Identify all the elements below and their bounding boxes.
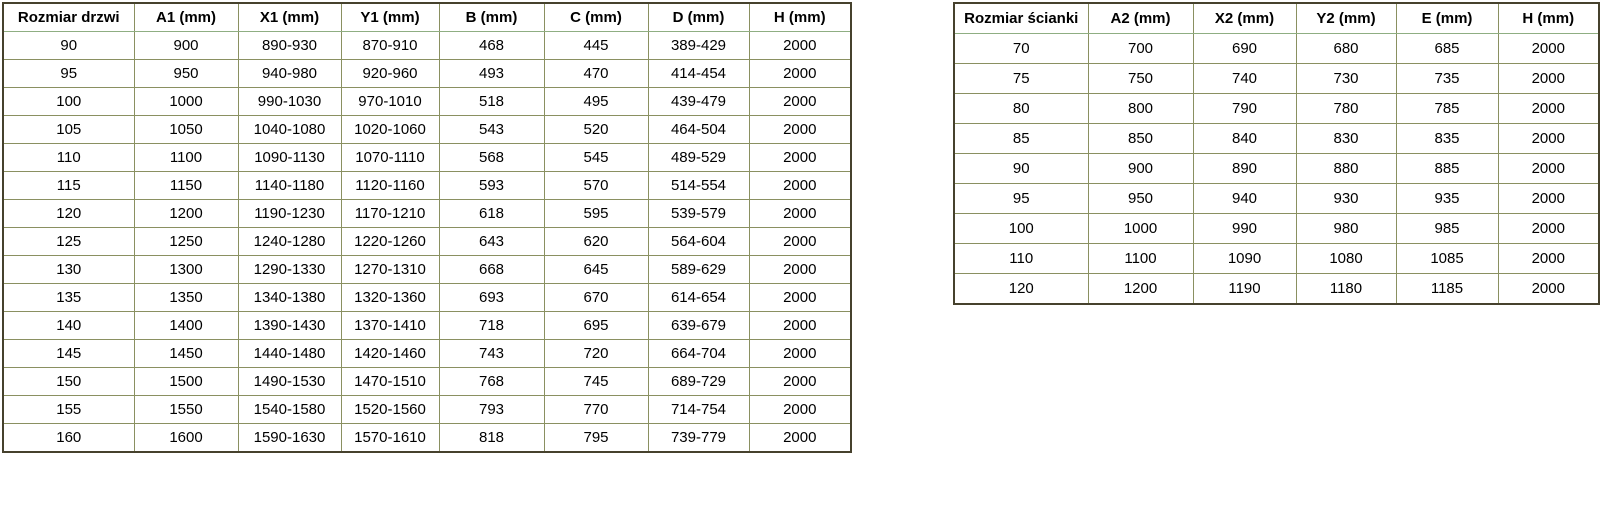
table-cell: 125	[3, 228, 134, 256]
table-cell: 730	[1296, 64, 1396, 94]
table-row	[954, 184, 1599, 214]
table-cell: 543	[439, 116, 544, 144]
table-cell: 1340-1380	[238, 284, 341, 312]
table-cell: 1185	[1396, 274, 1498, 305]
table-cell: 468	[439, 32, 544, 60]
table-cell: 890	[1193, 154, 1296, 184]
table-cell: 1020-1060	[341, 116, 439, 144]
table-cell: 735	[1396, 64, 1498, 94]
table-cell: 990	[1193, 214, 1296, 244]
table-cell: 595	[544, 200, 648, 228]
table-cell: 1400	[134, 312, 238, 340]
table-cell: 620	[544, 228, 648, 256]
table-cell: 940-980	[238, 60, 341, 88]
table-cell: 568	[439, 144, 544, 172]
table-cell: 493	[439, 60, 544, 88]
table-cell: 445	[544, 32, 648, 60]
table-cell: 668	[439, 256, 544, 284]
table-cell: 890-930	[238, 32, 341, 60]
table-cell: 2000	[749, 32, 851, 60]
table-cell: 835	[1396, 124, 1498, 154]
table-cell: 545	[544, 144, 648, 172]
table-cell: 970-1010	[341, 88, 439, 116]
table-cell: 985	[1396, 214, 1498, 244]
table-cell: 950	[1088, 184, 1193, 214]
table-cell: 2000	[749, 256, 851, 284]
table-cell: 1050	[134, 116, 238, 144]
column-header: E (mm)	[1396, 3, 1498, 34]
table-cell: 718	[439, 312, 544, 340]
table-cell: 2000	[749, 144, 851, 172]
table-cell: 950	[134, 60, 238, 88]
table-cell: 539-579	[648, 200, 749, 228]
table-cell: 120	[3, 200, 134, 228]
table-cell: 439-479	[648, 88, 749, 116]
column-header: C (mm)	[544, 3, 648, 32]
column-header: Rozmiar ścianki	[954, 3, 1088, 34]
table-cell: 2000	[749, 284, 851, 312]
table-cell: 885	[1396, 154, 1498, 184]
table-cell: 850	[1088, 124, 1193, 154]
table-cell: 1190-1230	[238, 200, 341, 228]
table-cell: 1240-1280	[238, 228, 341, 256]
table-cell: 1100	[134, 144, 238, 172]
table-cell: 95	[3, 60, 134, 88]
table-cell: 464-504	[648, 116, 749, 144]
header-row	[954, 3, 1599, 34]
table-cell: 80	[954, 94, 1088, 124]
table-cell: 2000	[749, 88, 851, 116]
table-row	[954, 34, 1599, 64]
table-cell: 639-679	[648, 312, 749, 340]
table-cell: 1200	[134, 200, 238, 228]
table-cell: 593	[439, 172, 544, 200]
table-cell: 2000	[1498, 244, 1599, 274]
table-cell: 818	[439, 424, 544, 453]
table-cell: 1540-1580	[238, 396, 341, 424]
table-row	[954, 64, 1599, 94]
table-cell: 570	[544, 172, 648, 200]
table-cell: 780	[1296, 94, 1396, 124]
table-cell: 489-529	[648, 144, 749, 172]
table-cell: 1090	[1193, 244, 1296, 274]
table-cell: 1220-1260	[341, 228, 439, 256]
table-cell: 940	[1193, 184, 1296, 214]
table-cell: 690	[1193, 34, 1296, 64]
table-cell: 1300	[134, 256, 238, 284]
table-cell: 1450	[134, 340, 238, 368]
table-cell: 564-604	[648, 228, 749, 256]
table-cell: 1600	[134, 424, 238, 453]
table-cell: 120	[954, 274, 1088, 305]
table-row	[3, 32, 851, 60]
table-cell: 130	[3, 256, 134, 284]
table-cell: 518	[439, 88, 544, 116]
table-cell: 110	[3, 144, 134, 172]
table-cell: 1440-1480	[238, 340, 341, 368]
table-cell: 85	[954, 124, 1088, 154]
table-cell: 2000	[1498, 154, 1599, 184]
table-cell: 95	[954, 184, 1088, 214]
table-cell: 768	[439, 368, 544, 396]
table-cell: 90	[3, 32, 134, 60]
table-cell: 1040-1080	[238, 116, 341, 144]
table-cell: 2000	[1498, 94, 1599, 124]
table-cell: 2000	[749, 340, 851, 368]
table-cell: 100	[3, 88, 134, 116]
table-cell: 680	[1296, 34, 1396, 64]
table-cell: 900	[1088, 154, 1193, 184]
table-cell: 414-454	[648, 60, 749, 88]
table-cell: 1290-1330	[238, 256, 341, 284]
table-cell: 795	[544, 424, 648, 453]
table-row	[3, 396, 851, 424]
table-row	[3, 424, 851, 453]
table-cell: 800	[1088, 94, 1193, 124]
table-cell: 743	[439, 340, 544, 368]
table-cell: 695	[544, 312, 648, 340]
table-cell: 135	[3, 284, 134, 312]
table-cell: 870-910	[341, 32, 439, 60]
table-row	[3, 116, 851, 144]
door-size-table	[2, 2, 852, 453]
table-cell: 740	[1193, 64, 1296, 94]
table-cell: 1170-1210	[341, 200, 439, 228]
table-row	[3, 284, 851, 312]
table-cell: 714-754	[648, 396, 749, 424]
table-cell: 1570-1610	[341, 424, 439, 453]
column-header: X1 (mm)	[238, 3, 341, 32]
column-header: B (mm)	[439, 3, 544, 32]
table-cell: 1350	[134, 284, 238, 312]
table-cell: 2000	[749, 424, 851, 453]
table-cell: 790	[1193, 94, 1296, 124]
table-cell: 1270-1310	[341, 256, 439, 284]
table-cell: 1420-1460	[341, 340, 439, 368]
column-header: Y2 (mm)	[1296, 3, 1396, 34]
table-cell: 1070-1110	[341, 144, 439, 172]
table-cell: 1390-1430	[238, 312, 341, 340]
table-row	[3, 340, 851, 368]
table-cell: 920-960	[341, 60, 439, 88]
table-cell: 589-629	[648, 256, 749, 284]
table-cell: 1520-1560	[341, 396, 439, 424]
table-cell: 470	[544, 60, 648, 88]
table-cell: 793	[439, 396, 544, 424]
table-row	[3, 172, 851, 200]
table-cell: 2000	[1498, 274, 1599, 305]
table-cell: 160	[3, 424, 134, 453]
table-cell: 2000	[749, 172, 851, 200]
table-cell: 1190	[1193, 274, 1296, 305]
table-row	[3, 312, 851, 340]
table-cell: 840	[1193, 124, 1296, 154]
table-cell: 105	[3, 116, 134, 144]
table-cell: 618	[439, 200, 544, 228]
table-row	[3, 144, 851, 172]
table-cell: 2000	[749, 396, 851, 424]
table-cell: 1085	[1396, 244, 1498, 274]
column-header: H (mm)	[749, 3, 851, 32]
table-row	[954, 124, 1599, 154]
table-cell: 1080	[1296, 244, 1396, 274]
table-cell: 2000	[749, 60, 851, 88]
table-cell: 100	[954, 214, 1088, 244]
table-cell: 2000	[1498, 124, 1599, 154]
table-row	[954, 214, 1599, 244]
table-cell: 140	[3, 312, 134, 340]
table-row	[3, 88, 851, 116]
table-cell: 1590-1630	[238, 424, 341, 453]
table-row	[3, 60, 851, 88]
table-cell: 1500	[134, 368, 238, 396]
table-cell: 685	[1396, 34, 1498, 64]
table-cell: 880	[1296, 154, 1396, 184]
table-cell: 2000	[749, 312, 851, 340]
table-cell: 739-779	[648, 424, 749, 453]
table-cell: 1150	[134, 172, 238, 200]
table-cell: 689-729	[648, 368, 749, 396]
table-cell: 1320-1360	[341, 284, 439, 312]
table-cell: 2000	[1498, 184, 1599, 214]
table-cell: 670	[544, 284, 648, 312]
table-cell: 2000	[1498, 34, 1599, 64]
table-cell: 930	[1296, 184, 1396, 214]
table-header	[954, 3, 1599, 34]
table-cell: 75	[954, 64, 1088, 94]
table-cell: 645	[544, 256, 648, 284]
table-row	[954, 244, 1599, 274]
table-cell: 785	[1396, 94, 1498, 124]
table-row	[954, 274, 1599, 305]
column-header: Rozmiar drzwi	[3, 3, 134, 32]
table-cell: 150	[3, 368, 134, 396]
table-row	[3, 368, 851, 396]
table-cell: 664-704	[648, 340, 749, 368]
table-cell: 720	[544, 340, 648, 368]
table-cell: 155	[3, 396, 134, 424]
table-cell: 1490-1530	[238, 368, 341, 396]
table-cell: 90	[954, 154, 1088, 184]
table-cell: 110	[954, 244, 1088, 274]
table-cell: 693	[439, 284, 544, 312]
table-cell: 2000	[749, 116, 851, 144]
table-cell: 2000	[749, 368, 851, 396]
table-body	[3, 32, 851, 453]
table-cell: 900	[134, 32, 238, 60]
column-header: X2 (mm)	[1193, 3, 1296, 34]
table-row	[954, 94, 1599, 124]
table-cell: 1200	[1088, 274, 1193, 305]
table-cell: 614-654	[648, 284, 749, 312]
table-cell: 643	[439, 228, 544, 256]
table-body	[954, 34, 1599, 305]
column-header: A2 (mm)	[1088, 3, 1193, 34]
table-cell: 389-429	[648, 32, 749, 60]
table-row	[3, 200, 851, 228]
column-header: H (mm)	[1498, 3, 1599, 34]
column-header: A1 (mm)	[134, 3, 238, 32]
wall-size-table	[953, 2, 1600, 305]
table-cell: 830	[1296, 124, 1396, 154]
table-cell: 2000	[1498, 214, 1599, 244]
table-cell: 1090-1130	[238, 144, 341, 172]
table-cell: 2000	[749, 200, 851, 228]
table-cell: 514-554	[648, 172, 749, 200]
table-cell: 1370-1410	[341, 312, 439, 340]
table-cell: 1120-1160	[341, 172, 439, 200]
header-row	[3, 3, 851, 32]
table-cell: 495	[544, 88, 648, 116]
table-cell: 1180	[1296, 274, 1396, 305]
table-cell: 115	[3, 172, 134, 200]
table-cell: 1470-1510	[341, 368, 439, 396]
table-cell: 935	[1396, 184, 1498, 214]
table-cell: 770	[544, 396, 648, 424]
table-cell: 1000	[1088, 214, 1193, 244]
table-cell: 1250	[134, 228, 238, 256]
table-cell: 1100	[1088, 244, 1193, 274]
table-row	[3, 256, 851, 284]
table-cell: 2000	[1498, 64, 1599, 94]
column-header: D (mm)	[648, 3, 749, 32]
table-cell: 145	[3, 340, 134, 368]
table-cell: 1550	[134, 396, 238, 424]
table-cell: 520	[544, 116, 648, 144]
table-cell: 1000	[134, 88, 238, 116]
table-cell: 700	[1088, 34, 1193, 64]
table-cell: 745	[544, 368, 648, 396]
table-row	[954, 154, 1599, 184]
table-cell: 2000	[749, 228, 851, 256]
table-header	[3, 3, 851, 32]
table-cell: 750	[1088, 64, 1193, 94]
table-cell: 990-1030	[238, 88, 341, 116]
table-row	[3, 228, 851, 256]
column-header: Y1 (mm)	[341, 3, 439, 32]
table-cell: 1140-1180	[238, 172, 341, 200]
table-cell: 980	[1296, 214, 1396, 244]
table-cell: 70	[954, 34, 1088, 64]
